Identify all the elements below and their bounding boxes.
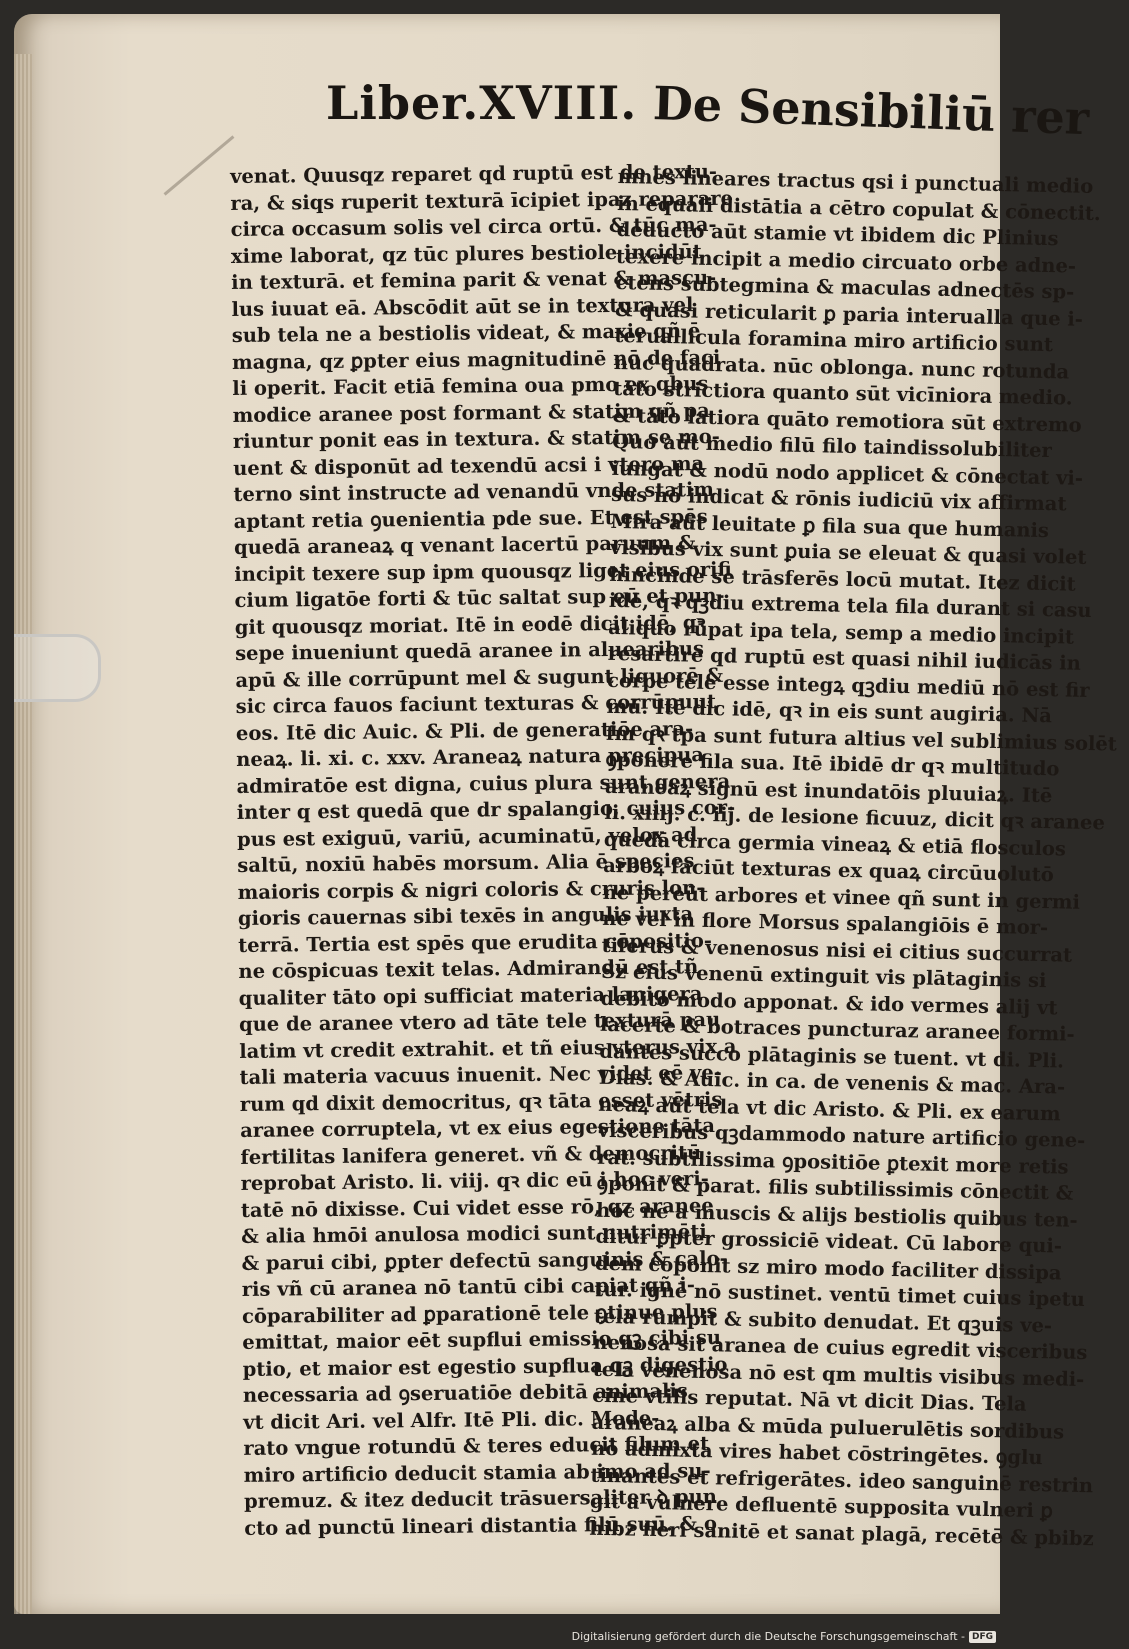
text-line: deducto aūt stamie vt ibidem dic Plinius [616,217,1059,251]
text-line: idē, qꝛ qꝫdiu extrema tela fila durant si casu [608,588,1092,623]
text-line: circa occasum solis vel circa ortū. & tūc ma- [230,212,717,241]
text-line: apū & ille corrūpunt mel & sugunt liquorē & [235,663,724,692]
text-line: araneaꝝ alba & mūda puluerulētis sordibus [591,1410,1065,1444]
text-line: sic circa fauos faciunt texturas & corrūpuut [235,689,717,718]
text-line: rum qd dixit democritus, qꝛ tāta esset vētris [239,1087,723,1116]
text-line: hoc ne a muscis & alijs bestiolis quibus ten- [595,1198,1078,1232]
page-clip [14,634,101,702]
text-line: sub tela ne a bestiolis videat, & maxie qñ ē [231,319,701,347]
text-line: visceribus qꝫdammodo nature artificio gene- [597,1118,1086,1152]
text-line: ꝯponit & parat. filis subtilissimis cōnectit & [596,1171,1074,1205]
text-line: tatē nō dixisse. Cui videt esse rō, qz aranee [240,1193,714,1222]
text-line: saltū, noxiū habēs morsum. Alia ē species [237,849,695,877]
text-line: aliquo rūpat ipa tela, semp a medio incipit [608,615,1075,649]
footer-text: Digitalisierung gefördert durch die Deutsche Forschungsgemeinschaft - [571,1630,965,1643]
text-line: cōparabiliter ad ꝑparationē tele ꝯtinue plus [241,1299,718,1328]
text-line: magna, qz ꝑpter eius magnitudinē nō de faci [231,345,721,374]
text-line: reprobat Aristo. li. viij. qꝛ dic eū i hoc veri- [240,1167,709,1195]
text-line: visibus vix sunt ꝑuia se eleuat & quasi volet [609,535,1087,569]
text-line: in equali distātia a cētro copulat & cōnectit. [616,191,1101,225]
text-line: xime laborat, qz tūc plures bestiole incidūt [230,239,702,268]
text-line: texere incipit a medio circuato orbe adne- [615,244,1077,278]
header-book-number: Liber.XVIII. [326,76,638,130]
text-line: li. xiiij. c. iij. de lesione ficuuz, dicit qꝛ aranee [604,800,1106,835]
text-line: sus nō indicat & rōnis iudiciū vix affirmat [610,482,1067,516]
text-line: emittat, maior eēt supflui emissio qꝫ cibi su [242,1325,722,1354]
text-line: quedā circa germia vineaꝝ & etiā flosculos [603,827,1067,861]
text-line: git a vulnere defluentē supposita vulneri ꝑ [589,1489,1054,1523]
text-line: cium ligatōe forti & tūc saltat sup eū et pun- [234,583,725,612]
text-line: sepe inueniunt quedā aranee in aluearibus [235,637,705,665]
text-line: ctens subtegmina & maculas adnectēs sp- [615,270,1075,304]
text-line: necessaria ad ꝯseruatiōe debitā animalis [242,1379,688,1407]
text-line: Quo aūt medio filū filo taindissolubiliter [611,429,1053,463]
text-line: ꝯponere fila sua. Itē ibidē dr qꝛ multitudo [605,747,1060,781]
text-line: lacerte & botraces puncturaz aranee formi- [599,1012,1075,1046]
text-line: dantes succo plātaginis se tuent. vt di. Pli. [599,1039,1065,1073]
text-line: maioris corpis & nigri coloris & cruris lon- [237,875,705,904]
text-line: premuz. & itez deducit trāsuersaliter ꝺ pun [243,1484,718,1513]
text-column-left [230,159,737,1542]
text-line: venat. Quusqz reparet qd ruptū est de textu- [230,159,718,188]
text-line: git quousqz moriat. Itē in eodē dicit idē, qꝛ [234,610,706,639]
text-line: fm qꝛ tpa sunt futura altius vel sublimius solēt [605,721,1118,756]
text-line: fertilitas lanifera generet. vñ & democritū [240,1140,702,1169]
text-line: tur. ignē nō sustinet. ventū timet cuius ipetu [594,1277,1086,1312]
text-line: cto ad punctū lineari distantia filū suū. & o [244,1511,718,1540]
text-line: terrā. Tertia est spēs que erudita cōpositio- [238,928,712,957]
text-line: ne cōspicuas texit telas. Admirandū est tñ [238,955,699,983]
text-line: gioris cauernas sibi texēs in angulis iuxta [237,902,694,930]
text-line: in texturā. et femina parit & venat & mascu- [231,265,717,294]
text-line: nenosa sit aranea de cuius egredit visceribus [593,1330,1088,1365]
text-line: corpe tele esse integꝝ qꝫdiu mediū nō est fir [606,668,1090,702]
text-line: ris vñ cū aranea nō tantū cibi capiat qñ i- [241,1273,695,1301]
text-line: mū. Itē dic idē, qꝛ in eis sunt augiria. Nā [606,694,1053,728]
text-line: riuntur ponit eas in textura. & statim se mo- [232,424,720,453]
text-line: & parui cibi, ꝑpter defectū sanguinis & calo- [241,1246,728,1275]
running-header [14,76,1090,146]
text-line: neaꝝ aūt tela vt dic Aristo. & Pli. ex earum [598,1092,1061,1125]
text-line: debito modo apponat. & ido vermes alij vt [600,986,1058,1019]
text-line: li operit. Facit etiā femina oua pmo ex qbus [232,372,709,400]
text-line: dem cōponit sz miro modo faciliter dissipa [594,1251,1062,1285]
text-line: uent & disponūt ad texendū acsi i vtero ma [233,451,705,480]
text-line: miro artificio deducit stamia ab imo ad su- [243,1458,711,1487]
text-line: tela rumpit & subito denudat. Et qꝫuis ve- [593,1304,1053,1337]
text-line: ra, & siqs ruperit texturā īcipiet ipaz reparare [230,186,734,215]
text-line: teruallicula foramina miro artificio sunt [614,323,1054,357]
page-edge [14,54,32,1614]
text-line: iungat & nodū nodo applicet & cōnectat vi- [611,456,1084,490]
text-line: ditur ꝑpter grossiciē videat. Cū labore qui- [595,1224,1063,1258]
header-title: De Sensibiliū rer [652,76,1090,146]
text-line: tāto strictiora quanto sūt vicīniora medio. [613,376,1073,410]
text-line: eos. Itē dic Auic. & Pli. de generatiōe ara- [235,716,694,745]
text-line: ne pereūt arbores et vinee qñ sunt in germi [602,880,1081,914]
text-line: & alia hmōi anulosa modici sunt nutrimēti [241,1220,707,1248]
text-line: rato vngue rotundū & teres educit filum et [243,1432,710,1460]
text-line: Sz eius venenū extinguit vis plātaginis si [600,959,1047,993]
text-line: que de aranee vtero ad tāte tele texturā pau [238,1007,721,1036]
text-line: tela venenosa nō est qm multis visibus medi- [592,1357,1085,1391]
text-line: aranee corruptela, vt ex eius egestione tāta [240,1113,716,1142]
dfg-logo: DFG [969,1631,996,1643]
text-line: ne vel in flore Morsus spalangiōis ē mor- [601,906,1049,940]
text-line: latim vt credit extrahit. et tñ eius vterus vix a [239,1034,737,1063]
text-line: modice aranee post formant & statim qñ pa [232,398,710,427]
text-line: tali materia vacuus inuenit. Nec videt eē ve- [239,1060,722,1089]
text-line: & tāto latiora quāto remotiora sūt extremo [612,403,1082,437]
text-line: Dias. & Auic. in ca. de venenis & mac. Ara- [598,1065,1066,1099]
text-line: terno sint instructe ad venandū vnde statim [233,477,715,506]
text-line: ptio, et maior est egestio supflua qꝫ digestio [242,1352,728,1381]
text-line: & quasi reticularit ꝑ paria interualla que i- [614,297,1084,331]
text-line: inter q est quedā que dr spalangio, cuius cor- [236,795,736,824]
text-line: incipit texere sup ipm quousqz liget eius orifi [234,557,732,586]
text-line: nūc quadrata. nūc oblonga. nunc rotunda [613,350,1070,383]
text-line: rat. subtilissima ꝯpositiōe ꝑtexit more retis [596,1145,1069,1179]
text-line: quedā araneaꝝ q venant lacertū paruum & [233,531,696,559]
text-line: pus est exiguū, variū, acuminatū, velox ad [236,822,698,851]
text-line: lus iuuat eā. Abscōdit aūt se in textura vel [231,292,694,321]
text-line: hincinde se trāsferēs locū mutat. Itez dicit [609,562,1076,596]
text-line: cine vtilis reputat. Nā vt dicit Dias. Tela [591,1383,1027,1416]
text-line: resartire qd ruptū est quasi nihil iudicās in [607,641,1082,675]
text-line: qualiter tāto opi sufficiat materia lanigera [238,981,703,1010]
text-line: hibz fieri sanitē et sanat plagā, recētē & pbibz [589,1516,1095,1550]
book-page [14,14,1118,1614]
text-line: vt dicit Ari. vel Alfr. Itē Pli. dic. Mode- [243,1406,660,1434]
text-line: tiferus & venenosus nisi ei citius succurrat [601,933,1073,967]
text-line: araneaꝝ signū est inundatōis pluuiaꝝ. Itē [604,774,1053,807]
text-line: nō admixta vires habet cōstringētes. ꝯglu [590,1436,1043,1470]
text-line: neaꝝ. li. xi. c. xxv. Araneaꝝ natura precipua [236,743,705,771]
text-line: Mira aūt leuitate ꝑ fila sua que humanis [610,509,1050,542]
text-column-right [589,164,1118,1550]
digitization-footer [572,1630,996,1643]
text-line: admiratōe est digna, cuius plura sunt genera [236,769,731,798]
text-line: mnes lineares tractus qsi i punctuali medio [617,164,1094,198]
text-line: tinantes et refrigerātes. ideo sanguinē restrin [590,1463,1094,1497]
text-line: aptant retia ꝯuenientia pde sue. Et est spēs [233,504,708,533]
text-line: arboꝝ faciūt texturas ex quaꝝ circūuolutō [603,853,1054,887]
